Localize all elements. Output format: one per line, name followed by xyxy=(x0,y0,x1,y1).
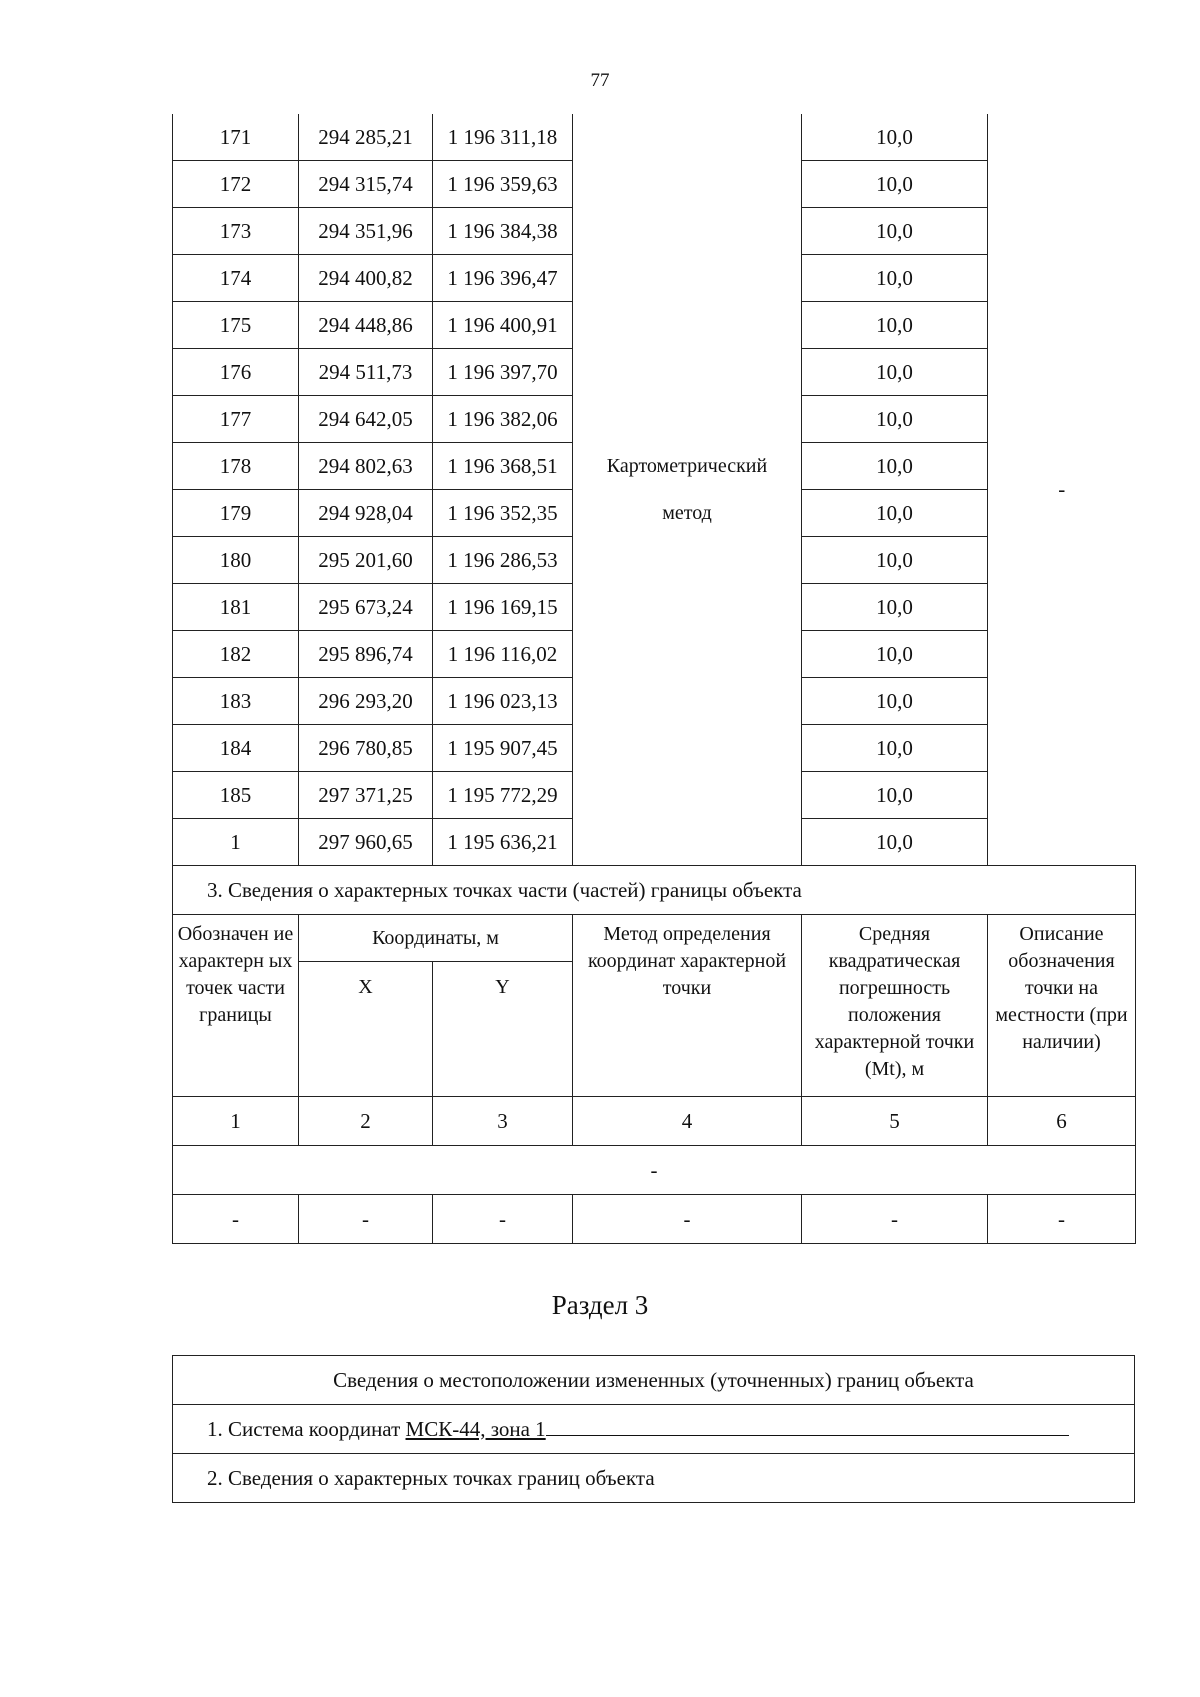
column-number: 3 xyxy=(433,1097,573,1146)
section-heading: Раздел 3 xyxy=(551,1290,649,1320)
section3-table xyxy=(172,1355,1135,1503)
mean-error: 10,0 xyxy=(802,255,988,302)
mean-error: 10,0 xyxy=(802,631,988,678)
point-number: 182 xyxy=(173,631,299,678)
coord-y: 1 196 384,38 xyxy=(433,208,573,255)
mean-error: 10,0 xyxy=(802,208,988,255)
coord-x: 294 400,82 xyxy=(299,255,433,302)
header-method: Метод определения координат характерной точки xyxy=(573,915,802,1097)
coord-x: 296 293,20 xyxy=(299,678,433,725)
coord-x: 295 201,60 xyxy=(299,537,433,584)
header-point-designation: Обозначен ие характерн ых точек части границы xyxy=(173,915,299,1097)
coord-y: 1 196 116,02 xyxy=(433,631,573,678)
empty-cell: - xyxy=(988,1195,1136,1244)
coord-x: 297 371,25 xyxy=(299,772,433,819)
points-section-title: 2. Сведения о характерных точках границ объекта xyxy=(173,1454,1135,1503)
coord-y: 1 196 368,51 xyxy=(433,443,573,490)
empty-cell: - xyxy=(299,1195,433,1244)
point-number: 177 xyxy=(173,396,299,443)
coord-y: 1 196 311,18 xyxy=(433,114,573,161)
mean-error: 10,0 xyxy=(802,819,988,866)
column-number: 6 xyxy=(988,1097,1136,1146)
point-number: 173 xyxy=(173,208,299,255)
coord-x: 294 351,96 xyxy=(299,208,433,255)
mean-error: 10,0 xyxy=(802,725,988,772)
mean-error: 10,0 xyxy=(802,490,988,537)
header-description: Описание обозначения точки на местности (при наличии) xyxy=(988,915,1136,1097)
coord-y: 1 196 352,35 xyxy=(433,490,573,537)
mean-error: 10,0 xyxy=(802,443,988,490)
column-number: 1 xyxy=(173,1097,299,1146)
coord-y: 1 195 772,29 xyxy=(433,772,573,819)
point-number: 175 xyxy=(173,302,299,349)
coord-y: 1 196 169,15 xyxy=(433,584,573,631)
column-number: 2 xyxy=(299,1097,433,1146)
section3-title: Сведения о местоположении измененных (уточненных) границ объекта xyxy=(173,1356,1135,1405)
method-text-line1: Картометрический xyxy=(606,454,768,477)
coord-y: 1 196 397,70 xyxy=(433,349,573,396)
mean-error: 10,0 xyxy=(802,349,988,396)
coord-y: 1 196 023,13 xyxy=(433,678,573,725)
method-cell xyxy=(573,114,802,866)
coord-x: 294 315,74 xyxy=(299,161,433,208)
coord-y: 1 195 636,21 xyxy=(433,819,573,866)
coord-x: 297 960,65 xyxy=(299,819,433,866)
point-number: 1 xyxy=(173,819,299,866)
mean-error: 10,0 xyxy=(802,537,988,584)
header-mean-error: Средняя квадратическая погрешность положения характерной точки (Mt), м xyxy=(802,915,988,1097)
point-number: 184 xyxy=(173,725,299,772)
header-coordinates: Координаты, м xyxy=(299,915,573,962)
header-y: Y xyxy=(433,962,573,1097)
coord-x: 294 642,05 xyxy=(299,396,433,443)
empty-cell: - xyxy=(802,1195,988,1244)
coord-x: 295 673,24 xyxy=(299,584,433,631)
point-number: 185 xyxy=(173,772,299,819)
mean-error: 10,0 xyxy=(802,772,988,819)
coord-y: 1 196 400,91 xyxy=(433,302,573,349)
header-x: X xyxy=(299,962,433,1097)
boundary-points-table xyxy=(172,114,1136,1244)
point-number: 181 xyxy=(173,584,299,631)
coord-x: 294 448,86 xyxy=(299,302,433,349)
mean-error: 10,0 xyxy=(802,584,988,631)
coord-system-value: МСК-44, зона 1 xyxy=(405,1416,546,1441)
mean-error: 10,0 xyxy=(802,678,988,725)
fill-line xyxy=(546,1417,1069,1436)
coordinate-rows xyxy=(173,114,1136,866)
coord-x: 296 780,85 xyxy=(299,725,433,772)
point-number: 171 xyxy=(173,114,299,161)
point-number: 178 xyxy=(173,443,299,490)
coord-x: 294 511,73 xyxy=(299,349,433,396)
point-number: 174 xyxy=(173,255,299,302)
coord-y: 1 196 359,63 xyxy=(433,161,573,208)
coord-system-row xyxy=(173,1405,1135,1454)
point-number: 176 xyxy=(173,349,299,396)
empty-cell: - xyxy=(433,1195,573,1244)
table-row xyxy=(173,114,1136,161)
coord-system-label: 1. Система координат xyxy=(207,1416,406,1441)
coord-y: 1 196 396,47 xyxy=(433,255,573,302)
point-number: 179 xyxy=(173,490,299,537)
coord-y: 1 196 286,53 xyxy=(433,537,573,584)
page-number: 77 xyxy=(590,70,610,91)
coord-x: 295 896,74 xyxy=(299,631,433,678)
description-cell: - xyxy=(988,114,1136,866)
mean-error: 10,0 xyxy=(802,114,988,161)
coord-y: 1 195 907,45 xyxy=(433,725,573,772)
mean-error: 10,0 xyxy=(802,161,988,208)
method-text-line2: метод xyxy=(662,501,712,524)
point-number: 180 xyxy=(173,537,299,584)
mean-error: 10,0 xyxy=(802,396,988,443)
empty-part-marker: - xyxy=(173,1146,1136,1195)
empty-cell: - xyxy=(573,1195,802,1244)
point-number: 172 xyxy=(173,161,299,208)
column-number: 5 xyxy=(802,1097,988,1146)
column-number: 4 xyxy=(573,1097,802,1146)
coord-x: 294 928,04 xyxy=(299,490,433,537)
point-number: 183 xyxy=(173,678,299,725)
part-section-title: 3. Сведения о характерных точках части (частей) границы объекта xyxy=(173,866,1136,915)
coord-x: 294 285,21 xyxy=(299,114,433,161)
coord-x: 294 802,63 xyxy=(299,443,433,490)
empty-cell: - xyxy=(173,1195,299,1244)
coord-y: 1 196 382,06 xyxy=(433,396,573,443)
mean-error: 10,0 xyxy=(802,302,988,349)
